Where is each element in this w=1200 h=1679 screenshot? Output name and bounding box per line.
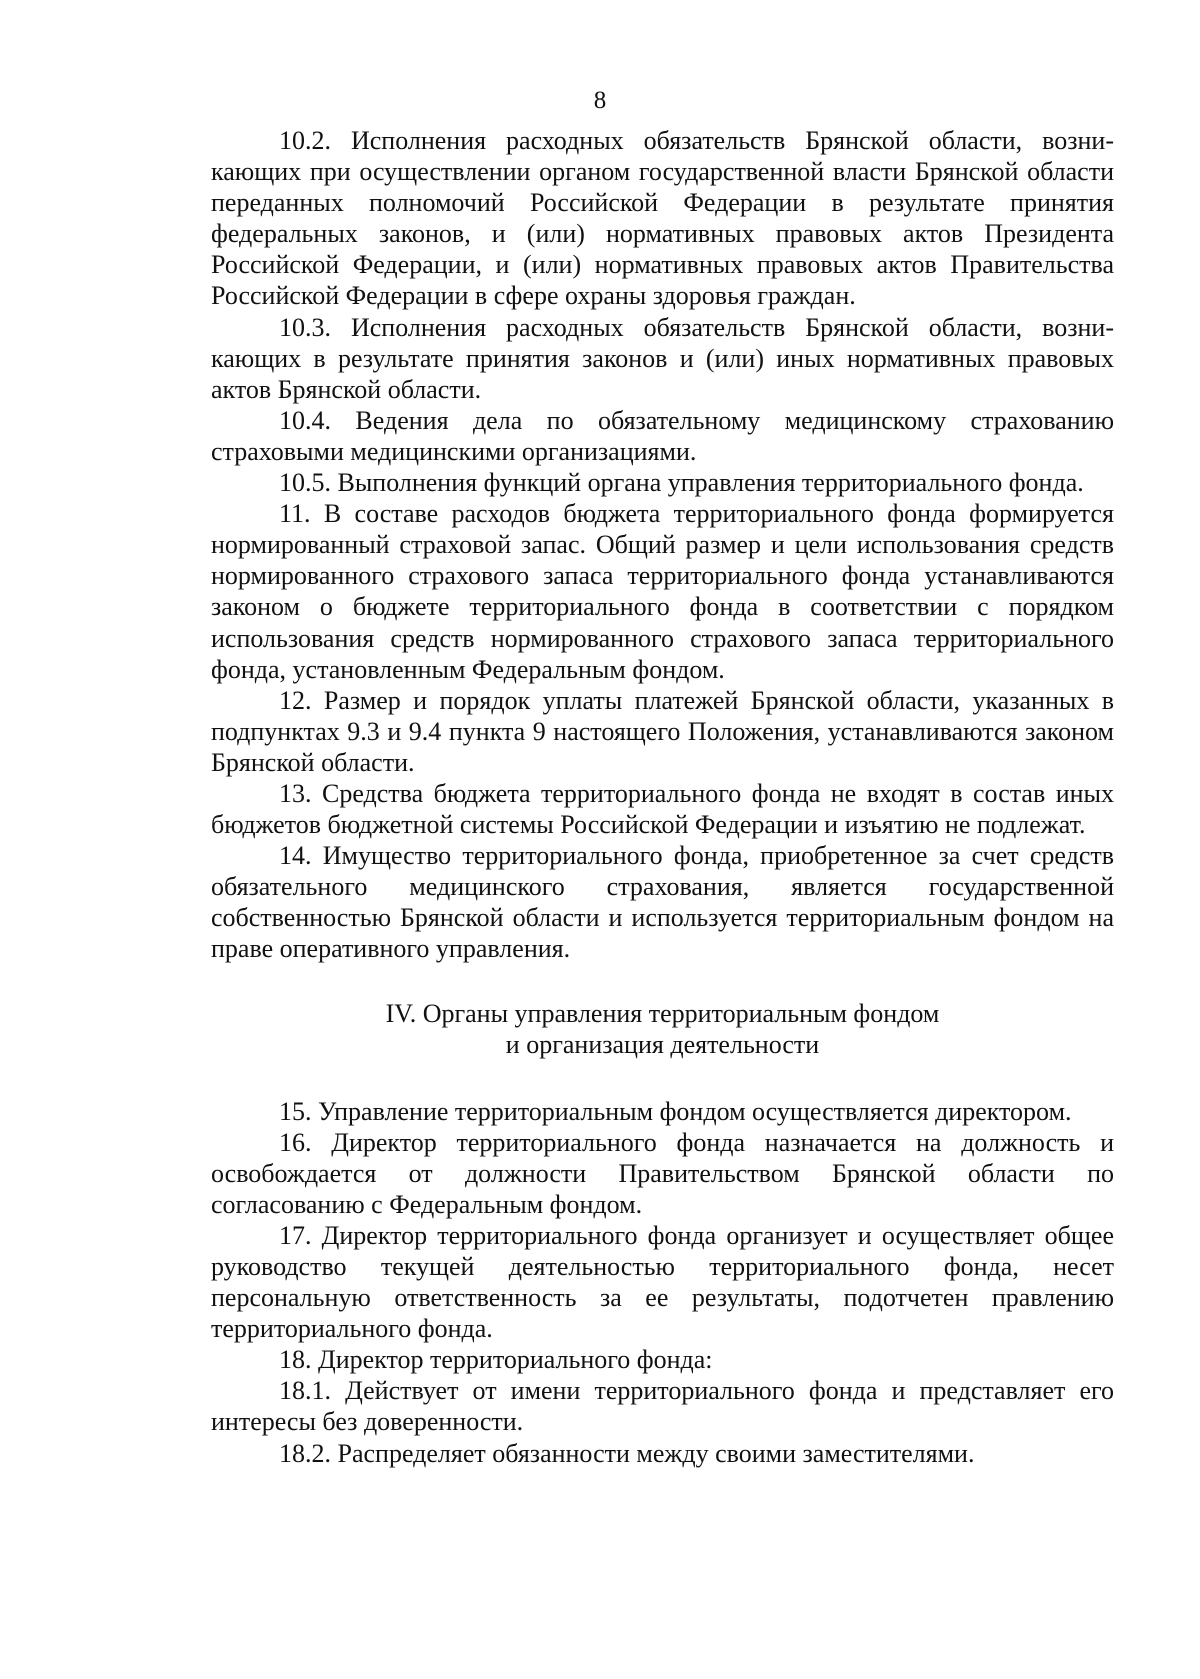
paragraph-15: 15. Управление территориальным фондом осуществляется директором. <box>279 1096 1072 1126</box>
paragraph-16: 16. Директор территориального фонда назначается на должность и освобождается от должности Правительством Брянской области по согласованию с Федеральным фондом. <box>211 1127 1114 1219</box>
section-heading-line-1: IV. Органы управления территориальным фондом <box>385 998 940 1028</box>
paragraph-17: 17. Директор территориального фонда организует и осуществляет общее руководство текущей деятельностью территориального фонда, несет персональную ответственность за ее результаты, подотчетен правлению территориального фонда. <box>211 1220 1114 1344</box>
paragraph-10-2: 10.2. Исполнения расходных обязательств Брянской области, возникающих при осуществлении органом государственной власти Брянской области переданных полномочий Российской Федерации в результате принятия федеральных законов, и (или) нормативных правовых актов Президента Российской Федерации, и (или) нормативных правовых актов Правительства Российской Федерации в сфере охраны здоровья граждан. <box>211 126 1114 311</box>
paragraph-12: 12. Размер и порядок уплаты платежей Брянской области, указанных в подпунктах 9.3 и 9.4 пункта 9 настоящего Положения, устанавливаются законом Брянской области. <box>211 685 1114 777</box>
paragraph-14: 14. Имущество территориального фонда, приобретенное за счет средств обязательного медицинского страхования, является государственной собственностью Брянской области и используется территориальным фондом на праве оперативного управления. <box>211 841 1114 964</box>
paragraph-10-3: 10.3. Исполнения расходных обязательств Брянской области, возникающих в результате принятия законов и (или) иных нормативных правовых актов Брянской области. <box>211 312 1114 404</box>
page-number: 8 <box>593 87 607 114</box>
paragraph-18: 18. Директор территориального фонда: <box>279 1345 713 1375</box>
paragraph-10-5: 10.5. Выполнения функций органа управления территориального фонда. <box>279 468 1084 498</box>
paragraph-10-4: 10.4. Ведения дела по обязательному медицинскому страхованию страховыми медицинскими организациями. <box>211 405 1114 466</box>
section-heading-line-2: и организация деятельности <box>505 1029 820 1059</box>
paragraph-13: 13. Средства бюджета территориального фонда не входят в состав иных бюджетов бюджетной системы Российской Федерации и изъятию не подлежат. <box>211 778 1114 840</box>
document-body <box>211 125 1114 1469</box>
paragraph-18-1: 18.1. Действует от имени территориального фонда и представляет его интересы без доверенности. <box>211 1376 1114 1437</box>
section-heading <box>211 998 1114 1060</box>
paragraph-11: 11. В составе расходов бюджета территориального фонда формируется нормированный страховой запас. Общий размер и цели использования средств нормированного страхового запаса территориального фонда устанавливаются законом о бюджете территориального фонда в соответствии с порядком использования средств нормированного страхового запаса территориального фонда, установленным Федеральным фондом. <box>211 499 1114 684</box>
paragraph-18-2: 18.2. Распределяет обязанности между своими заместителями. <box>279 1438 975 1468</box>
